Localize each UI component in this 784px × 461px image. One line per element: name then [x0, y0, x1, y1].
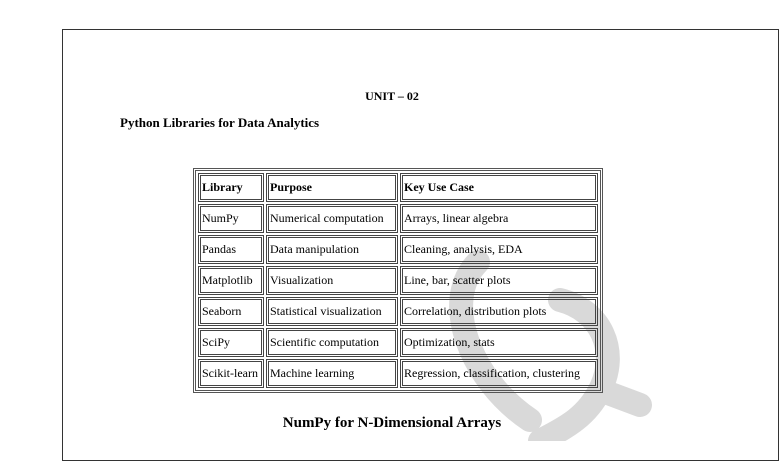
- column-header: Library: [198, 173, 264, 202]
- table-cell: Cleaning, analysis, EDA: [400, 235, 598, 264]
- table-cell: Regression, classification, clustering: [400, 359, 598, 388]
- table-row: [198, 266, 598, 295]
- table-row: [198, 359, 598, 388]
- column-header: Key Use Case: [400, 173, 598, 202]
- libraries-table: [193, 168, 603, 393]
- table-cell: Data manipulation: [266, 235, 398, 264]
- table-cell: Line, bar, scatter plots: [400, 266, 598, 295]
- table-cell: Machine learning: [266, 359, 398, 388]
- section-heading: Python Libraries for Data Analytics: [120, 115, 320, 130]
- table-cell: Scikit-learn: [198, 359, 264, 388]
- table-row: [198, 297, 598, 326]
- table-cell: Optimization, stats: [400, 328, 598, 357]
- table-cell: Statistical visualization: [266, 297, 398, 326]
- table-cell: Arrays, linear algebra: [400, 204, 598, 233]
- table-cell: Scientific computation: [266, 328, 398, 357]
- unit-label: UNIT – 02: [365, 89, 419, 103]
- table-row: [198, 204, 598, 233]
- table-cell: Seaborn: [198, 297, 264, 326]
- table-row: [198, 235, 598, 264]
- table-cell: NumPy: [198, 204, 264, 233]
- table-cell: SciPy: [198, 328, 264, 357]
- table-cell: Pandas: [198, 235, 264, 264]
- table-header-row: [198, 173, 598, 202]
- table-cell: Matplotlib: [198, 266, 264, 295]
- table-row: [198, 328, 598, 357]
- numpy-section-heading: NumPy for N-Dimensional Arrays: [282, 415, 502, 431]
- column-header: Purpose: [266, 173, 398, 202]
- table-cell: Visualization: [266, 266, 398, 295]
- table-cell: Numerical computation: [266, 204, 398, 233]
- table-cell: Correlation, distribution plots: [400, 297, 598, 326]
